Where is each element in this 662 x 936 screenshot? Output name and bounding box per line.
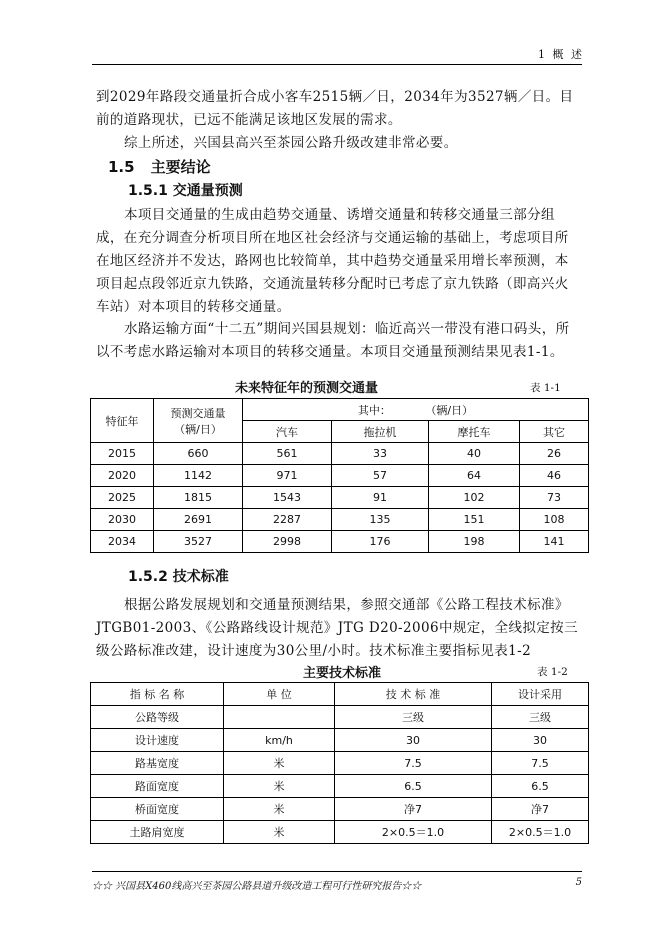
table-cell: 198 [429,531,520,553]
table2-number: 表 1-2 [537,666,568,678]
table-cell: 2025 [91,487,154,509]
running-header: 1 概 述 [538,48,584,61]
table-cell: 2691 [154,509,243,531]
table-row [91,509,589,531]
table-cell: 26 [520,443,589,465]
table-cell: 2020 [91,465,154,487]
table-row [91,775,589,798]
table-cell: 91 [332,487,429,509]
traffic-forecast-table [90,398,589,553]
table-cell: 净7 [335,798,492,821]
table-cell: 7.5 [492,752,589,775]
table-cell: 64 [429,465,520,487]
table1-caption: 未来特征年的预测交通量 [235,381,379,396]
table-cell: 2×0.5＝1.0 [492,821,589,844]
table-cell: 151 [429,509,520,531]
subsection-heading-1-5-2: 1.5.2 技术标准 [128,569,229,585]
table-row [91,798,589,821]
header-tractor: 拖拉机 [332,421,429,443]
header-indicator: 指 标 名 称 [91,683,224,706]
table-row [91,531,589,553]
table-cell: 6.5 [335,775,492,798]
header-standard: 技 术 标 准 [335,683,492,706]
table-cell: 176 [332,531,429,553]
paragraph-water-transport: 水路运输方面“十二五”期间兴国县规划：临近高兴一带没有港口码头，所以不考虑水路运输对本项目的转移交通量。本项目交通量预测结果见表1-1。 [96,321,570,360]
paragraph-necessity: 综上所述，兴国县高兴至茶园公路升级改建非常必要。 [124,135,458,151]
header-forecast-label: 预测交通量 [170,406,226,420]
page-number: 5 [575,877,582,888]
table-cell: 公路等级 [91,706,224,729]
table-cell: 2015 [91,443,154,465]
table-cell: 30 [492,729,589,752]
table-row [91,465,589,487]
table-cell: 桥面宽度 [91,798,224,821]
table-cell: 路基宽度 [91,752,224,775]
table-row [91,443,589,465]
table-cell: 660 [154,443,243,465]
header-car: 汽车 [243,421,332,443]
header-other: 其它 [520,421,589,443]
table-cell: 40 [429,443,520,465]
footer-report-title: ☆☆ 兴国县X460线高兴至茶园公路县道升级改造工程可行性研究报告☆☆ [92,881,422,892]
header-year: 特征年 [91,399,154,443]
table-cell: 33 [332,443,429,465]
table-cell: 净7 [492,798,589,821]
header-among-label: 其中： [357,403,391,417]
table-cell: 971 [243,465,332,487]
table-cell: 土路肩宽度 [91,821,224,844]
table-cell: 三级 [335,706,492,729]
table-header-row [91,399,589,421]
header-unit: 单 位 [224,683,335,706]
table-cell: 73 [520,487,589,509]
table-cell: 米 [224,775,335,798]
table-row [91,729,589,752]
table-cell: 米 [224,752,335,775]
table-cell: km/h [224,729,335,752]
table-cell: 2998 [243,531,332,553]
table-cell: 2030 [91,509,154,531]
section-title: 主要结论 [150,158,211,176]
header-adopted: 设计采用 [492,683,589,706]
table-cell: 108 [520,509,589,531]
table-cell: 102 [429,487,520,509]
section-heading-1-5 [108,156,211,177]
table-cell: 135 [332,509,429,531]
table-cell: 1815 [154,487,243,509]
section-number: 1.5 [108,158,135,176]
table-cell: 三级 [492,706,589,729]
header-among-unit: （辆/日） [430,403,474,417]
header-forecast [154,399,243,443]
paragraph-traffic-summary: 到2029年路段交通量折合成小客车2515辆／日，2034年为3527辆／日。目前的道路现状，已远不能满足该地区发展的需求。 [96,89,574,128]
table-cell: 7.5 [335,752,492,775]
table-cell: 路面宽度 [91,775,224,798]
table-cell: 2×0.5＝1.0 [335,821,492,844]
table-cell: 设计速度 [91,729,224,752]
table-header-row [91,683,589,706]
table-cell [224,706,335,729]
paragraph-traffic-generation: 本项目交通量的生成由趋势交通量、诱增交通量和转移交通量三部分组成，在充分调查分析项目所在地区社会经济与交通运输的基础上，考虑项目所在地区经济并不发达，路网也比较简单，其中趋势交通量采用增长率预测，本项目起点段邻近京九铁路，交通流量转移分配时已考虑了京九铁路（即高兴火车站）对本项目的转移交通量。 [96,207,569,315]
table-cell: 2287 [243,509,332,531]
table-row [91,706,589,729]
header-among [243,399,589,421]
subsection-heading-1-5-1: 1.5.1 交通量预测 [128,183,243,199]
table-row [91,821,589,844]
header-forecast-unit: （辆/日） [174,422,222,436]
table-cell: 3527 [154,531,243,553]
table2-caption: 主要技术标准 [303,666,382,681]
table-cell: 141 [520,531,589,553]
table-cell: 46 [520,465,589,487]
table1-number: 表 1-1 [530,382,561,394]
table-cell: 米 [224,821,335,844]
table-cell: 6.5 [492,775,589,798]
table-cell: 2034 [91,531,154,553]
technical-standards-table [90,682,589,844]
table-cell: 30 [335,729,492,752]
table-cell: 1543 [243,487,332,509]
table-row [91,487,589,509]
footer-divider [92,871,582,872]
paragraph-technical-standards: 根据公路发展规划和交通量预测结果，参照交通部《公路工程技术标准》JTGB01-2003、《公路路线设计规范》JTG D20-2006中规定，全线拟定按三级公路标准改建，设计速度为30公里/小时。技术标准主要指标见表1-2 [96,597,578,659]
header-divider [92,64,582,65]
header-motorcycle: 摩托车 [429,421,520,443]
table-cell: 561 [243,443,332,465]
table-cell: 米 [224,798,335,821]
table-row [91,752,589,775]
table-cell: 57 [332,465,429,487]
table-cell: 1142 [154,465,243,487]
